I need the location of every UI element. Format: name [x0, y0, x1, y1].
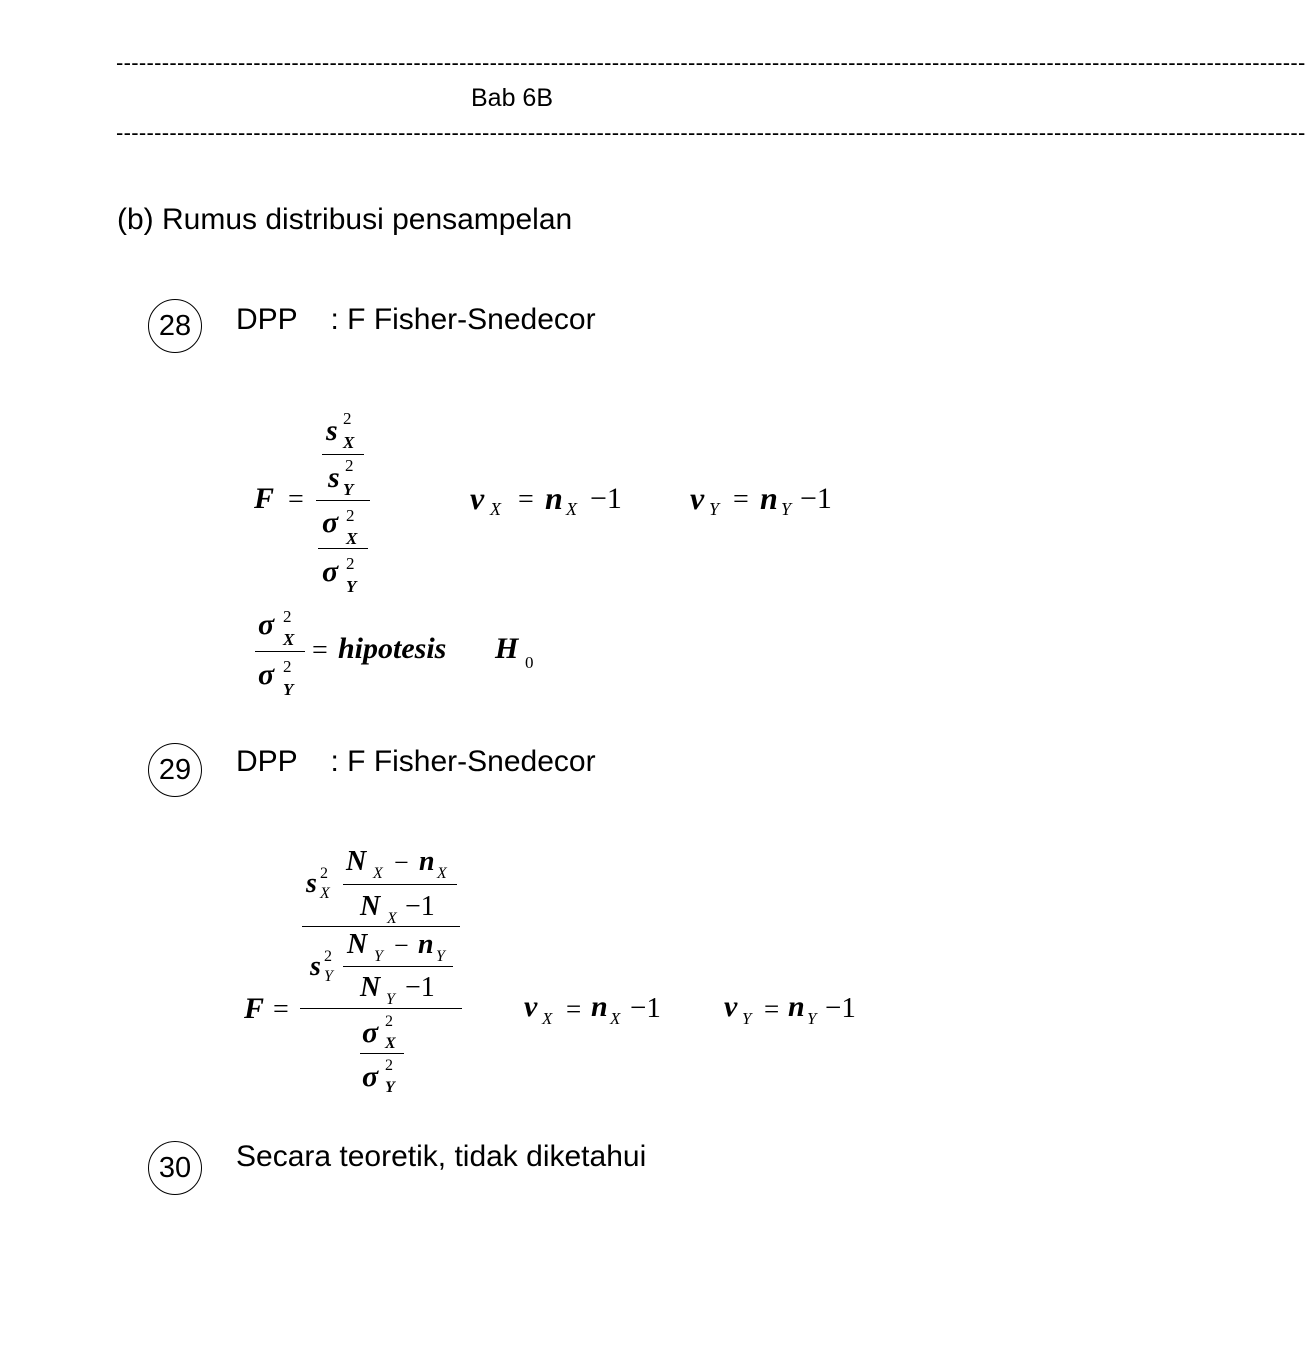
subscript: Y — [742, 1009, 752, 1028]
sigma-symbol: σ — [258, 658, 275, 691]
subscript: X — [542, 1009, 553, 1028]
fraction-bar — [302, 926, 460, 927]
subscript: X — [283, 630, 295, 649]
n-symbol: n — [418, 929, 434, 960]
subscript: Y — [436, 948, 445, 965]
fraction-bar — [300, 1008, 462, 1009]
minus-one: −1 — [405, 972, 435, 1003]
item-text: Secara teoretik, tidak diketahui — [236, 1140, 647, 1173]
item-number: 30 — [158, 1151, 192, 1184]
nu-symbol: ν — [724, 990, 738, 1023]
equals-sign: = — [312, 635, 328, 666]
item-number: 29 — [158, 753, 192, 786]
subscript: Y — [283, 680, 294, 699]
superscript: 2 — [320, 865, 328, 882]
superscript: 2 — [324, 948, 332, 965]
n-symbol: n — [419, 846, 435, 877]
fraction-bar — [343, 966, 453, 967]
superscript: 2 — [283, 657, 292, 676]
subscript: X — [343, 433, 355, 452]
subscript: Y — [386, 991, 395, 1008]
equals-sign: = — [566, 994, 582, 1024]
equals-sign: = — [733, 484, 749, 515]
nu-symbol: ν — [524, 990, 538, 1023]
minus-sign: − — [394, 931, 409, 960]
item-text: DPP : F Fisher-Snedecor — [236, 303, 596, 336]
header-top-rule: ------------------------------------------------------------------------------------------------------------------------------------------------------------ — [116, 50, 1306, 75]
subscript: X — [346, 529, 358, 548]
subscript: X — [373, 865, 383, 882]
n-symbol: n — [760, 480, 778, 516]
fraction-bar — [343, 884, 457, 885]
n-capital-symbol: N — [360, 891, 381, 922]
sigma-symbol: σ — [258, 608, 275, 641]
subscript: Y — [346, 577, 357, 596]
fraction-bar — [360, 1053, 404, 1054]
n-capital-symbol: N — [360, 972, 381, 1003]
minus-one: −1 — [405, 891, 435, 922]
sigma-symbol: σ — [362, 1016, 379, 1049]
sigma-symbol: σ — [322, 555, 339, 588]
superscript: 2 — [343, 409, 352, 428]
h-symbol: H — [495, 632, 519, 665]
sigma-symbol: σ — [362, 1060, 379, 1093]
minus-one: −1 — [800, 482, 832, 515]
n-symbol: n — [545, 480, 563, 516]
subscript: Y — [709, 499, 720, 519]
minus-sign: − — [394, 848, 409, 877]
n-capital-symbol: N — [346, 846, 367, 877]
subscript: X — [566, 499, 577, 519]
n-symbol: n — [788, 990, 805, 1023]
item-number-badge — [148, 1141, 202, 1195]
nu-symbol: ν — [690, 480, 705, 516]
n-symbol: n — [591, 990, 608, 1023]
superscript: 2 — [283, 607, 292, 626]
subscript: Y — [807, 1009, 817, 1028]
minus-one: −1 — [825, 992, 856, 1024]
equals-sign: = — [273, 994, 289, 1025]
formula-f-symbol: F — [244, 992, 265, 1025]
minus-one: −1 — [590, 482, 622, 515]
sigma-symbol: σ — [322, 506, 339, 539]
subscript: X — [320, 885, 330, 902]
chapter-title: Bab 6B — [470, 84, 553, 112]
subscript: Y — [374, 948, 383, 965]
superscript: 2 — [385, 1013, 393, 1030]
subscript: 0 — [525, 653, 534, 672]
s-symbol: s — [310, 951, 321, 982]
subscript: X — [387, 910, 397, 927]
equals-sign: = — [518, 484, 534, 515]
item-number: 28 — [158, 309, 192, 342]
subscript: X — [385, 1035, 396, 1052]
equals-sign: = — [288, 484, 304, 515]
item-text: DPP : F Fisher-Snedecor — [236, 745, 596, 778]
subscript: Y — [385, 1079, 395, 1096]
subscript: Y — [324, 968, 333, 985]
s-symbol: s — [306, 868, 317, 899]
s-symbol: s — [328, 461, 340, 494]
minus-one: −1 — [630, 992, 661, 1024]
header-bottom-rule: ------------------------------------------------------------------------------------------------------------------------------------------------------------ — [116, 120, 1306, 145]
subscript: X — [437, 865, 447, 882]
section-title: (b) Rumus distribusi pensampelan — [117, 203, 573, 236]
n-capital-symbol: N — [347, 929, 368, 960]
superscript: 2 — [345, 456, 354, 475]
superscript: 2 — [346, 554, 355, 573]
s-symbol: s — [326, 414, 338, 447]
subscript: X — [490, 499, 501, 519]
superscript: 2 — [346, 506, 355, 525]
hypothesis-label: hipotesis — [338, 632, 447, 665]
subscript: Y — [343, 480, 354, 499]
equals-sign: = — [764, 994, 780, 1024]
nu-symbol: ν — [470, 480, 485, 516]
superscript: 2 — [385, 1057, 393, 1074]
subscript: X — [610, 1009, 621, 1028]
formula-f-symbol: F — [254, 482, 275, 515]
subscript: Y — [781, 499, 792, 519]
